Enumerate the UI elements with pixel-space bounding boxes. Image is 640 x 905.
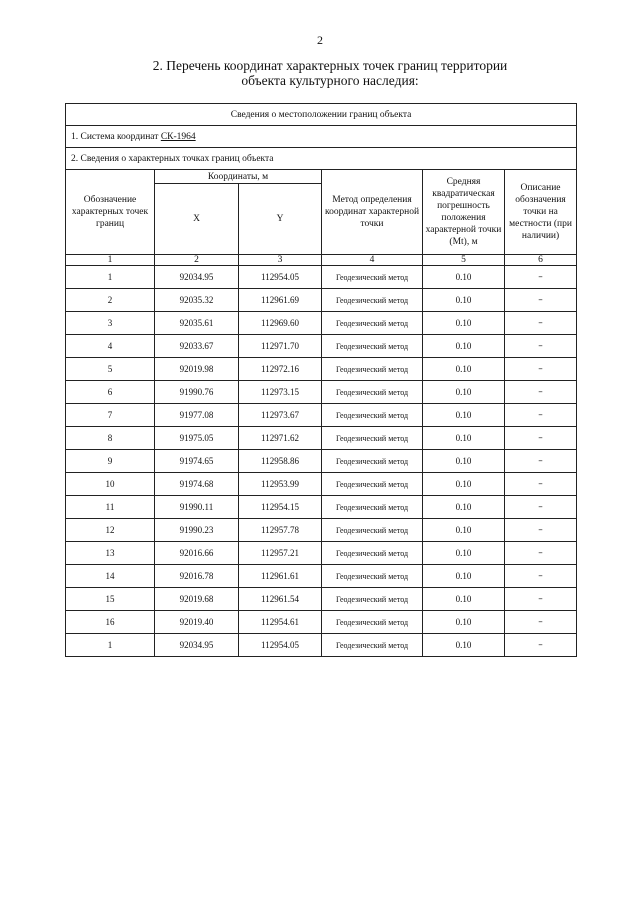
method-cell: Геодезический метод xyxy=(322,289,423,312)
method-cell: Геодезический метод xyxy=(322,358,423,381)
x-coordinate-cell: 92019.68 xyxy=(155,588,239,611)
x-coordinate-cell: 91977.08 xyxy=(155,404,239,427)
table-title: Сведения о местоположении границ объекта xyxy=(66,104,577,126)
point-cell: 3 xyxy=(66,312,155,335)
method-cell: Геодезический метод xyxy=(322,496,423,519)
error-cell: 0.10 xyxy=(423,496,505,519)
description-cell: – xyxy=(505,473,577,496)
description-cell: – xyxy=(505,519,577,542)
header-description: Описание обозначения точки на местности (при наличии) xyxy=(505,170,577,255)
x-coordinate-cell: 91974.65 xyxy=(155,450,239,473)
description-cell: – xyxy=(505,358,577,381)
x-coordinate-cell: 91975.05 xyxy=(155,427,239,450)
x-coordinate-cell: 92019.40 xyxy=(155,611,239,634)
method-cell: Геодезический метод xyxy=(322,542,423,565)
method-cell: Геодезический метод xyxy=(322,634,423,657)
error-cell: 0.10 xyxy=(423,427,505,450)
y-coordinate-cell: 112961.61 xyxy=(239,565,322,588)
point-cell: 14 xyxy=(66,565,155,588)
point-cell: 15 xyxy=(66,588,155,611)
x-coordinate-cell: 91990.76 xyxy=(155,381,239,404)
document-heading xyxy=(120,58,540,88)
error-cell: 0.10 xyxy=(423,335,505,358)
table-row xyxy=(66,588,577,611)
x-coordinate-cell: 91974.68 xyxy=(155,473,239,496)
header-point-designation: Обозначение характерных точек границ xyxy=(66,170,155,255)
column-number-row xyxy=(66,255,577,266)
method-cell: Геодезический метод xyxy=(322,611,423,634)
error-cell: 0.10 xyxy=(423,450,505,473)
table-row xyxy=(66,335,577,358)
column-number: 3 xyxy=(239,255,322,266)
point-cell: 16 xyxy=(66,611,155,634)
column-number: 4 xyxy=(322,255,423,266)
point-cell: 13 xyxy=(66,542,155,565)
coordinate-system-value: СК-1964 xyxy=(160,131,196,142)
error-cell: 0.10 xyxy=(423,611,505,634)
y-coordinate-cell: 112954.05 xyxy=(239,634,322,657)
point-cell: 10 xyxy=(66,473,155,496)
table-row xyxy=(66,450,577,473)
column-number: 6 xyxy=(505,255,577,266)
header-error: Средняя квадратическая погрешность положения характерной точки (Mt), м xyxy=(423,170,505,255)
table-row xyxy=(66,519,577,542)
table-row xyxy=(66,611,577,634)
y-coordinate-cell: 112961.54 xyxy=(239,588,322,611)
x-coordinate-cell: 92033.67 xyxy=(155,335,239,358)
column-number: 5 xyxy=(423,255,505,266)
method-cell: Геодезический метод xyxy=(322,450,423,473)
point-cell: 6 xyxy=(66,381,155,404)
method-cell: Геодезический метод xyxy=(322,427,423,450)
y-coordinate-cell: 112957.78 xyxy=(239,519,322,542)
x-coordinate-cell: 91990.23 xyxy=(155,519,239,542)
heading-line-2: объекта культурного наследия: xyxy=(241,73,419,88)
table-row xyxy=(66,496,577,519)
table-row xyxy=(66,473,577,496)
header-y: Y xyxy=(239,184,322,255)
column-number: 1 xyxy=(66,255,155,266)
method-cell: Геодезический метод xyxy=(322,404,423,427)
description-cell: – xyxy=(505,266,577,289)
description-cell: – xyxy=(505,588,577,611)
y-coordinate-cell: 112953.99 xyxy=(239,473,322,496)
header-method: Метод определения координат характерной точки xyxy=(322,170,423,255)
point-cell: 8 xyxy=(66,427,155,450)
error-cell: 0.10 xyxy=(423,634,505,657)
points-section-title: 2. Сведения о характерных точках границ объекта xyxy=(66,148,577,170)
error-cell: 0.10 xyxy=(423,381,505,404)
description-cell: – xyxy=(505,565,577,588)
y-coordinate-cell: 112972.16 xyxy=(239,358,322,381)
error-cell: 0.10 xyxy=(423,542,505,565)
y-coordinate-cell: 112973.67 xyxy=(239,404,322,427)
error-cell: 0.10 xyxy=(423,266,505,289)
y-coordinate-cell: 112961.69 xyxy=(239,289,322,312)
y-coordinate-cell: 112969.60 xyxy=(239,312,322,335)
x-coordinate-cell: 92016.66 xyxy=(155,542,239,565)
description-cell: – xyxy=(505,335,577,358)
x-coordinate-cell: 92034.95 xyxy=(155,634,239,657)
point-cell: 1 xyxy=(66,266,155,289)
method-cell: Геодезический метод xyxy=(322,565,423,588)
description-cell: – xyxy=(505,611,577,634)
method-cell: Геодезический метод xyxy=(322,519,423,542)
method-cell: Геодезический метод xyxy=(322,473,423,496)
y-coordinate-cell: 112973.15 xyxy=(239,381,322,404)
error-cell: 0.10 xyxy=(423,358,505,381)
description-cell: – xyxy=(505,381,577,404)
method-cell: Геодезический метод xyxy=(322,588,423,611)
table-row xyxy=(66,634,577,657)
header-x: X xyxy=(155,184,239,255)
description-cell: – xyxy=(505,634,577,657)
method-cell: Геодезический метод xyxy=(322,312,423,335)
description-cell: – xyxy=(505,542,577,565)
coordinate-system-row xyxy=(66,126,577,148)
description-cell: – xyxy=(505,450,577,473)
coordinate-system-label: 1. Система координат xyxy=(71,131,161,142)
error-cell: 0.10 xyxy=(423,565,505,588)
table-row xyxy=(66,542,577,565)
point-cell: 2 xyxy=(66,289,155,312)
y-coordinate-cell: 112954.15 xyxy=(239,496,322,519)
description-cell: – xyxy=(505,496,577,519)
table-row xyxy=(66,266,577,289)
y-coordinate-cell: 112971.62 xyxy=(239,427,322,450)
point-cell: 4 xyxy=(66,335,155,358)
column-number: 2 xyxy=(155,255,239,266)
error-cell: 0.10 xyxy=(423,519,505,542)
y-coordinate-cell: 112957.21 xyxy=(239,542,322,565)
method-cell: Геодезический метод xyxy=(322,335,423,358)
description-cell: – xyxy=(505,312,577,335)
x-coordinate-cell: 91990.11 xyxy=(155,496,239,519)
error-cell: 0.10 xyxy=(423,312,505,335)
header-coordinates: Координаты, м xyxy=(155,170,322,184)
table-row xyxy=(66,289,577,312)
point-cell: 7 xyxy=(66,404,155,427)
x-coordinate-cell: 92035.61 xyxy=(155,312,239,335)
error-cell: 0.10 xyxy=(423,404,505,427)
point-cell: 11 xyxy=(66,496,155,519)
error-cell: 0.10 xyxy=(423,588,505,611)
point-cell: 12 xyxy=(66,519,155,542)
x-coordinate-cell: 92034.95 xyxy=(155,266,239,289)
description-cell: – xyxy=(505,427,577,450)
y-coordinate-cell: 112971.70 xyxy=(239,335,322,358)
point-cell: 5 xyxy=(66,358,155,381)
x-coordinate-cell: 92019.98 xyxy=(155,358,239,381)
table-row xyxy=(66,404,577,427)
table-row xyxy=(66,312,577,335)
table-row xyxy=(66,358,577,381)
table-row xyxy=(66,565,577,588)
page-number: 2 xyxy=(317,33,323,47)
y-coordinate-cell: 112954.61 xyxy=(239,611,322,634)
table-row xyxy=(66,427,577,450)
boundary-coordinates-table xyxy=(65,103,577,657)
method-cell: Геодезический метод xyxy=(322,381,423,404)
x-coordinate-cell: 92035.32 xyxy=(155,289,239,312)
y-coordinate-cell: 112954.05 xyxy=(239,266,322,289)
point-cell: 1 xyxy=(66,634,155,657)
point-cell: 9 xyxy=(66,450,155,473)
y-coordinate-cell: 112958.86 xyxy=(239,450,322,473)
description-cell: – xyxy=(505,404,577,427)
description-cell: – xyxy=(505,289,577,312)
x-coordinate-cell: 92016.78 xyxy=(155,565,239,588)
error-cell: 0.10 xyxy=(423,473,505,496)
method-cell: Геодезический метод xyxy=(322,266,423,289)
table-row xyxy=(66,381,577,404)
error-cell: 0.10 xyxy=(423,289,505,312)
heading-line-1: 2. Перечень координат характерных точек границ территории xyxy=(152,58,508,73)
